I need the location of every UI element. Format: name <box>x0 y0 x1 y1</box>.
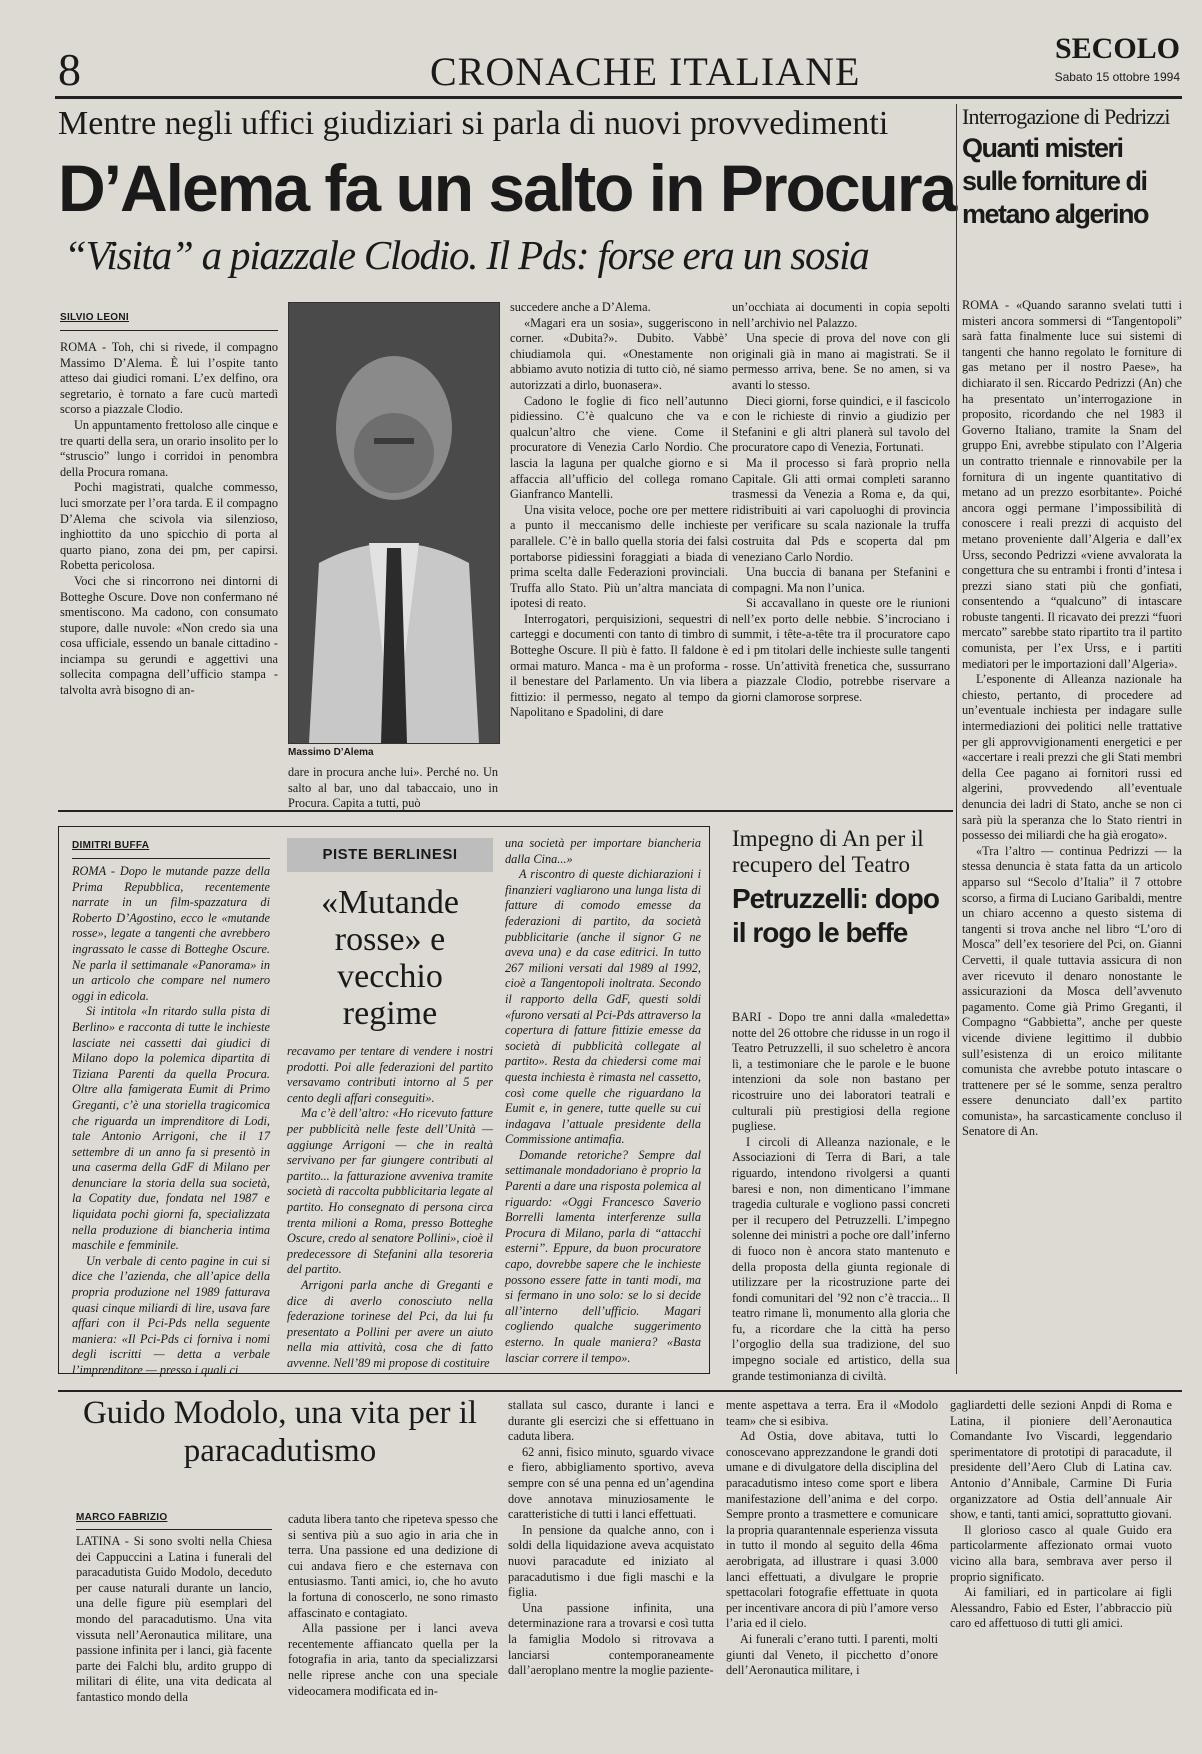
piste-byline-rule <box>72 858 270 859</box>
lead-col3-p4: Una visita veloce, poche ore per mettere a punto il meccanismo delle inchieste parallele. C’è in ballo quella storia dei falsi portaborse pidiessini foraggiati a biada di prima scelta dalle Federazioni provinciali. Truffa allo Stato. Più un’altra manciata di ipotesi di reato. <box>510 502 728 611</box>
modolo-col1-p1: LATINA - Si sono svolti nella Chiesa dei Cappuccini a Latina i funerali del paracadutista Guido Modolo, deceduto per cause naturali durante un lancio, una delle figure più esemplari del mondo del paracadutismo. Una vita vissuta nell’Aeronautica militare, una passione infinita per i lanci, già facente parte dei Falchi blu, ardito gruppo di militari di élite, una vita dedicata al fantastico mondo della <box>76 1534 272 1704</box>
modolo-col3 <box>508 1398 714 1744</box>
lead-headline: D’Alema fa un salto in Procura <box>58 151 956 225</box>
piste-label: PISTE BERLINESI <box>287 838 493 872</box>
lead-col4-p2: Una specie di prova del nove con gli originali già in mano ai magistrati. Se il permesso arriva, bene. Se no amen, si va avanti lo stesso. <box>732 331 950 392</box>
modolo-byline-rule <box>76 1529 272 1530</box>
issue-date: Sabato 15 ottobre 1994 <box>1054 70 1180 84</box>
lead-col3 <box>510 300 728 803</box>
sidebar-body <box>962 298 1182 1376</box>
lead-col2-text: dare in procura anche lui». Perché no. Un salto al bar, uno dal tabaccaio, uno in Procura. Capita a tutti, può <box>288 765 498 811</box>
sidebar-divider <box>956 104 957 1374</box>
modolo-col4-p3: Ai funerali c’erano tutti. I parenti, molti giunti dal Veneto, il picchetto d’onore dell’Aeronautica militare, i <box>726 1631 938 1678</box>
lead-col4-p5: Una buccia di banana per Stefanini e compagni. Ma non l’unica. <box>732 565 950 595</box>
lead-col1-p2: Un appuntamento frettoloso alle cinque e tre quarti della sera, un orario insolito per lo “struscio” lungo i corridoi in penombra della Procura romana. <box>60 417 278 479</box>
piste-headline: «Mutande rosse» e vecchio regime <box>321 884 459 1032</box>
lead-col1-p4: Voci che si rincorrono nei dintorni di Botteghe Oscure. Dove non confermano né smentiscono. Ma cadono, con consumato stupore, dalle nuvole: «Non credo sia una cosa ufficiale, essendo un banale cittadino - inciampa su gerundi e aggettivi una sollecita compagna dell’ufficio stampa - talvolta avrà bisogno di an- <box>60 573 278 698</box>
modolo-col5-p2: Il glorioso casco al quale Guido era particolarmente affezionato ormai vuoto vicino alla bara, sembrava aver perso il proprio significato. <box>950 1522 1172 1584</box>
lead-col1-p1: ROMA - Toh, chi si rivede, il compagno Massimo D’Alema. È lui l’ospite tanto atteso dai giudici romani. L’ex delfino, ora segretario, è tornato a fare cucù martedì scorso a piazzale Clodio. <box>60 340 278 417</box>
piste-col1-p1: ROMA - Dopo le mutande pazze della Prima Repubblica, recentemente narrate in un film-spazzatura di Roberto D’Agostino, ecco le «mutande rosse», legate a tangenti che avrebbero ingrassato le casse di Botteghe Oscure. Ne parla il settimanale «Panorama» in un articolo che compare nel numero oggi in edicola. <box>72 864 270 1003</box>
bari-p1: BARI - Dopo tre anni dalla «maledetta» notte del 26 ottobre che ridusse in un rogo il Teatro Petruzzelli, il suo scheletro è ancora lì, a testimoniare che le parole e le buone intenzioni da sole non bastano per ricostruire uno dei laboratori teatrali e culturali più prestigiosi della regione pugliese. <box>732 1010 950 1134</box>
piste-col2-p2: Ma c’è dell’altro: «Ho ricevuto fatture per pubblicità nelle feste dell’Unità — aggiunge Arrigoni — che in realtà servivano per far giungere contributi al partito... la fatturazione avveniva tramite società di raccolta pubblicitaria legate al partito. Ho consegnato di persona circa trenta milioni a Roma, presso Botteghe Oscure, credo al senatore Pollini», cioè il predecessore di Stefanini alla tesoreria del partito. <box>287 1106 493 1277</box>
modolo-col4 <box>726 1398 938 1744</box>
modolo-col2-p2: Alla passione per i lanci aveva recentemente affiancato quella per la fotografia in aria, tanto da specializzarsi nelle riprese anche con una speciale videocamera modificata ed in- <box>288 1621 498 1698</box>
piste-col3-p3: Domande retoriche? Sempre dal settimanale mondadoriano è proprio la Parenti a dare una risposta polemica al riguardo: «Oggi Francesco Saverio Borrelli lamenta interferenze sulla Procura di Milano, parla di “attacchi esterni”. Eppure, da buon procuratore capo, dovrebbe sapere che le inchieste possono essere fatte in tanti modi, ma si fermano in uno solo: se lo si decide all’interno dell’ufficio. Magari cogliendo qualche suggerimento esterno. In quale maniera? «Basta lasciar correre il tempo». <box>505 1147 701 1365</box>
header-rule <box>55 96 1182 99</box>
piste-col3-p1: una società per importare biancheria dalla Cina...» <box>505 836 701 866</box>
byline-rule <box>60 330 278 331</box>
modolo-col3-p1: stallata sul casco, durante i lanci e durante gli esercizi che si effettuano in caduta libera. <box>508 1398 714 1444</box>
lead-kicker: Mentre negli uffici giudiziari si parla di nuovi provvedimenti <box>58 105 889 142</box>
piste-col1-p2: Si intitola «In ritardo sulla pista di Berlino» e racconta di tutte le inchieste lasciate nei cassetti dai giudici di Milano dopo la polemica dipartita di Tiziana Parenti da quella Procura. Oltre alla famigerata Eumit di Primo Greganti, c’è una storiella tragicomica che riguarda un imprenditore di Lodi, tale Antonio Arrigoni, che il 17 settembre di un anno fa si presentò in una caserma della GdF di Milano per denunciare la storia della sua società, la Copatity due, fondata nel 1987 e liquidata pochi giorni fa, specializzata nella produzione di biancheria intima maschile e femminile. <box>72 1004 270 1253</box>
modolo-byline: MARCO FABRIZIO <box>76 1512 168 1523</box>
bari-headline: Petruzzelli: dopo il rogo le beffe <box>732 883 939 948</box>
photo-caption: Massimo D’Alema <box>288 747 374 758</box>
piste-col1-p3: Un verbale di cento pagine in cui si dice che l’azienda, che all’apice della propria produzione nel 1989 fatturava quasi cinque miliardi di lire, usava fare affari con il Pci-Pds nella seguente maniera: «Il Pci-Pds ci forniva i nomi degli iscritti — detta a verbale l’imprenditore — presso i quali ci <box>72 1253 270 1377</box>
modolo-headline: Guido Modolo, una vita per il paracadutismo <box>82 1395 478 1469</box>
lead-byline: SILVIO LEONI <box>60 312 129 323</box>
piste-col2-p3: Arrigoni parla anche di Greganti e dice di averlo conosciuto nella federazione torinese del Pci, da lui fu presentato a Pollini per avere un aiuto nella mia attività, cosa che di fatto avvenne. Nell’89 mi propose di costituire <box>287 1277 493 1370</box>
lead-col2 <box>288 765 498 811</box>
modolo-col2 <box>288 1512 498 1744</box>
page-number: 8 <box>58 44 81 95</box>
piste-byline: DIMITRI BUFFA <box>72 840 150 851</box>
piste-col3-p2: A riscontro di queste dichiarazioni i finanzieri vagliarono una lunga lista di fatture di comodo emesse da federazioni di partito, da società pubblicitarie (anche il signor G ne aveva una) e da case editrici. In tutto 267 milioni versati dal 1989 al 1992, cioè a Tangentopoli inoltrata. Secondo il rapporto della GdF, questi soldi «furono versati al Pci-Pds attraverso la copertura di fatture fittizie emesse da società di pubblicità collegate al partito». Resta da chiedersi come mai questa inchiesta è rimasta nel cassetto, così come quelle che riguardano la Eumit e, in genere, tutte quelle su cui indagava l’attuale presidente della Commissione antimafia. <box>505 867 701 1147</box>
modolo-col4-p1: mente aspettava a terra. Era il «Modolo team» che si esibiva. <box>726 1398 938 1428</box>
piste-col2-p1: recavamo per tentare di vendere i nostri prodotti. Poi alle federazioni del partito versavamo contributi intorno al 5 per cento degli affari conseguiti». <box>287 1044 493 1105</box>
section-title: CRONACHE ITALIANE <box>430 49 861 94</box>
lead-col4-p4: Ma il processo si farà proprio nella Capitale. Gli atti ormai completi saranno trasmessi da Venezia a Roma e, da qui, ridistribuiti ai vari capoluoghi di provincia per verificare su scala nazionale la truffa costruita dal Pds e scoperta dal pm veneziano Carlo Nordio. <box>732 455 950 564</box>
modolo-col4-p2: Ad Ostia, dove abitava, tutti lo conoscevano apprezzandone le grandi doti umane e di divulgatore della disciplina del paracadutismo inteso come sport e libera manifestazione dell’anima e del corpo. Sempre pronto a trasmettere e comunicare la propria quarantennale esperienza vissuta in tutto il mondo al seguito della 46ma aerobrigata, ad illustrare i quasi 3.000 lanci effettuati, a divulgare le proprie spettacolari fotografie effettuate in quota per incentivare ancora di più l’amore verso l’aria ed il cielo. <box>726 1429 938 1631</box>
sidebar-p1: ROMA - «Quando saranno svelati tutti i misteri ancora sommersi di “Tangentopoli” sarà fatta finalmente luce sui sistemi di tangenti che hanno regolato le forniture di gas metano per il nostro Paese», ha dichiarato il sen. Riccardo Pedrizzi (An) che ha presentato un’interrogazione in proposito, ricordando che nel 1983 il Governo Italiano, tramite la Snam del gruppo Eni, avrebbe stipulato con l’Algeria un contratto triennale e rinnovabile per la fornitura di un ingente quantitativo di metano ad un prezzo esorbitante». Poiché ancora oggi permane l’impossibilità di conoscere i reali prezzi di acquisto del metano proveniente dall’Algeria e dall’ex Urss, secondo Pedrizzi «viene avvalorata la congettura che su entrambi i fronti d’intesa i prezzi siano stati più che gonfiati, consentendo a “qualcuno” di intascare robuste tangenti. Il ricavato dei prezzi “fuori mercato” sarebbe stato ripartito tra il partito comunista, per l’ex Urss, e i partiti mediatori per le importazioni dall’Algeria». <box>962 298 1182 671</box>
bari-body <box>732 1010 950 1383</box>
piste-col1 <box>72 864 270 1377</box>
lead-col3-p5: Interrogatori, perquisizioni, sequestri di carteggi e documenti con tanto di timbro di Botteghe Oscure. Il più è fatto. Il faldone è ormai maturo. Manca - ma è un proforma - il benestare del Parlamento. Un via libera fittizio: il permesso, negato al tempo da Napolitano e Spadolini, di dare <box>510 611 728 720</box>
bari-kicker: Impegno di An per il recupero del Teatro <box>732 826 924 877</box>
dalema-photo <box>288 302 500 744</box>
modolo-top-rule <box>58 1390 1182 1392</box>
modolo-col3-p3: In pensione da qualche anno, con i soldi della liquidazione aveva acquistato nuovi paracadute ed iniziato al paracadutismo i due figli maschi e la figlia. <box>508 1522 714 1600</box>
lead-col1 <box>60 340 278 802</box>
lead-col3-p1: succedere anche a D’Alema. <box>510 300 651 314</box>
lead-col4-p3: Dieci giorni, forse quindici, e il fascicolo con le richieste di rinvio a giudizio per Stefanini e gli altri planerà sul tavolo del procuratore capo di Venezia, Fortunati. <box>732 393 950 455</box>
sidebar-p3: «Tra l’altro — continua Pedrizzi — la stessa denuncia è stata fatta da un articolo apparso sul “Secolo d’Italia” il 7 ottobre scorso, a firma di Luciano Garibaldi, mentre un chiaro accenno a questo sistema di tangenti si trova anche nel libro “L’oro di Mosca” dell’ex tesoriere del Pci, on. Gianni Cervetti, il quale tuttavia assicura di non aver ricevuto il denaro nonostante le assicurazioni da Mosca dell’avvenuto pagamento. Come già Primo Greganti, il Compagno “Gabbietta”, anche per queste vicende diviene legittimo il dubbio sull’esistenza di un eroico militante comunista che avrebbe potuto intascare o trattenere per sé le somme, senza peraltro essere denunciato dall’ex partito comunista», ha sarcasticamente concluso il Senatore di An. <box>962 843 1182 1139</box>
portrait-illustration <box>289 303 499 743</box>
modolo-col2-p1: caduta libera tanto che ripeteva spesso che si sentiva più a suo agio in aria che in terra. Una passione ed una dedizione di cui andava fiero e che esternava con entusiasmo. Tanti amici, io, che ho avuto la fortuna di conoscerlo, ne sono rimasto affascinato e contagiato. <box>288 1512 498 1620</box>
lead-col3-p2: «Magari era un sosia», suggeriscono in corner. «Dubita?». Dubito. Vabbè’ chiudiamola qui. «Onestamente non abbiamo avuto notizia di tutto ciò, né siamo autorizzati a dirlo, buonasera». <box>510 315 728 392</box>
modolo-col5-p1: gagliardetti delle sezioni Anpdi di Roma e Latina, il pioniere dell’Aeronautica Comandante Ivo Viscardi, leggendario sperimentatore di prototipi di paracadute, il presidente dell’Aero Club di Latina cav. Antonio d’Annibale, Carmine Di Furia organizzatore ad Ostia dell’annuale Air show, e tanti, tanti amici, soprattutto giovani. <box>950 1398 1172 1522</box>
modolo-col1 <box>76 1534 272 1744</box>
lead-col3-p3: Cadono le foglie di fico nell’autunno pidiessino. C’è qualcuno che va e qualcun’altro che viene. Come il procuratore di Venezia Carlo Nordio. Che lascia la laguna per qualche giorno e si affaccia all’ufficio del collega romano Gianfranco Mantelli. <box>510 393 728 502</box>
lead-col4-p1: un’occhiata ai documenti in copia sepolti nell’archivio nel Palazzo. <box>732 300 950 330</box>
modolo-col5-p3: Ai familiari, ed in particolare ai figli Alessandro, Fabio ed Ester, l’abbraccio più caro ed affettuoso di tutti gli amici. <box>950 1585 1172 1631</box>
modolo-col5 <box>950 1398 1172 1744</box>
sidebar-headline: Quanti misteri sulle forniture di metano algerino <box>962 133 1149 229</box>
bari-p2: I circoli di Alleanza nazionale, e le Associazioni di Terra di Bari, a tale riguardo, intendono rivolgersi a quanti baresi e non, non dimenticano l’immane tragedia culturale e vogliono passi concreti per il recupero del Petruzzelli. L’impegno solenne dei ministri a poche ore dall’inferno di fuoco non è ancora stato mantenuto e della proposta della giunta regionale di utilizzare per la ricostruzione parte dei fondi comunitari del ’92 non c’è traccia... Il teatro rimane lì, monumento alla gloria che fu, a ricordare che la città ha perso l’orgoglio della sua tradizione, del suo impegno sociale ed artistico, della sua grande testimonianza di civiltà. <box>732 1134 950 1383</box>
piste-col2 <box>287 1044 493 1370</box>
sidebar-p2: L’esponente di Alleanza nazionale ha chiesto, pertanto, di procedere ad un’eventuale inchiesta per indagare sulle intermediazioni dei politici nelle trattative per gli approvvigionamenti energetici e per «accertare i reali prezzi che gli Stati membri della Cee pagano ai fornitori russi ed algerini, provvedendo all’eventuale denuncia dei ladri di Stato, anche se non ci sarà più la speranza che lo Stato rientri in possesso dei miliardi che ha già erogato». <box>962 672 1182 843</box>
lead-col4-p6: Si accavallano in queste ore le riunioni nell’ex porto delle nebbie. S’incrociano i summit, i tête-a-tête tra il procuratore capo ed i pm titolari delle inchieste sulle tangenti rosse. Un’attività frenetica che, sussurrano a piazzale Clodio, potrebbe riservare a giorni clamorose sorprese. <box>732 596 950 704</box>
modolo-col3-p2: 62 anni, fisico minuto, sguardo vivace e fiero, abbigliamento sportivo, aveva sempre con sé una penna ed un’agendina dove annotava minuziosamente le caratteristiche di tutti i lanci effettuati. <box>508 1444 714 1522</box>
lead-bottom-rule <box>58 810 953 812</box>
piste-col3 <box>505 836 701 1366</box>
modolo-col3-p4: Una passione infinita, una determinazione rara a trovarsi e così tutta la famiglia Modolo si ritrovava a lanciarsi contemporaneamente dall’aeroplano mentre la moglie paziente- <box>508 1600 714 1678</box>
lead-col1-p3: Pochi magistrati, qualche commesso, luci smorzate per l’ora tarda. E il compagno D’Alema che scivola via silenzioso, inghiottito da uno spicchio di porta al quarto piano, zona dei pm, per capirsi. Robetta pericolosa. <box>60 480 278 573</box>
sidebar-kicker: Interrogazione di Pedrizzi <box>962 104 1170 129</box>
lead-subhead: “Visita” a piazzale Clodio. Il Pds: forse era un sosia <box>64 232 869 278</box>
lead-col4 <box>732 300 950 803</box>
masthead: SECOLO <box>1054 32 1180 65</box>
